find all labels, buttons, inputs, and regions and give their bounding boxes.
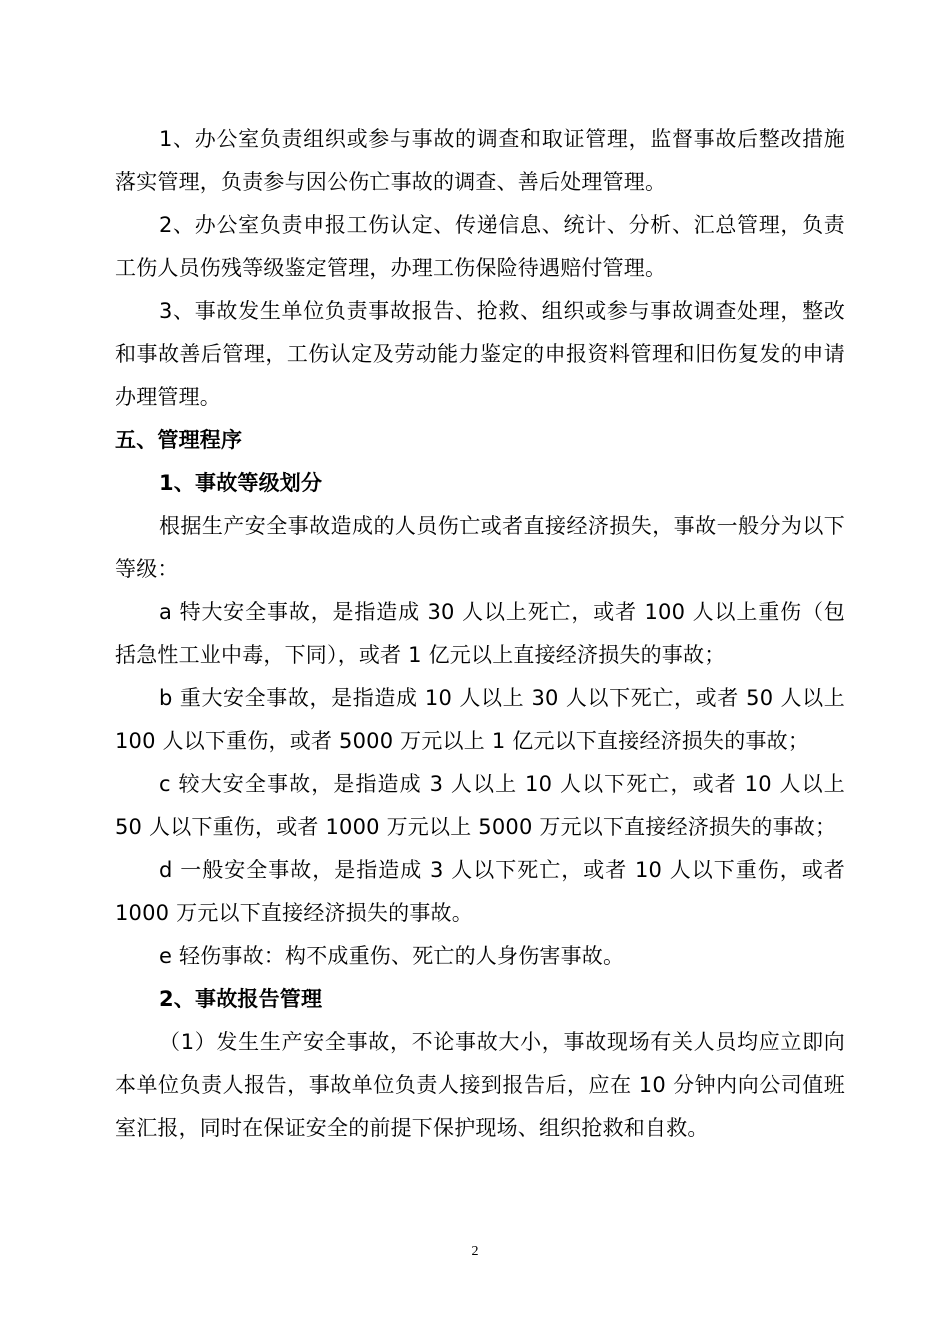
paragraph-reporting-1: （1）发生生产安全事故，不论事故大小，事故现场有关人员均应立即向本单位负责人报告，事故单位负责人接到报告后，应在 10 分钟内向公司值班室汇报，同时在保证安全的前提下保护现场、组织抢救和自救。: [115, 1030, 845, 1140]
paragraph-accident-levels-intro: 根据生产安全事故造成的人员伤亡或者直接经济损失，事故一般分为以下等级：: [115, 514, 845, 581]
paragraph-responsibility-1: 1、办公室负责组织或参与事故的调查和取证管理，监督事故后整改措施落实管理，负责参与因公伤亡事故的调查、善后处理管理。: [115, 127, 845, 194]
paragraph-level-d: d 一般安全事故，是指造成 3 人以下死亡，或者 10 人以下重伤，或者 1000 万元以下直接经济损失的事故。: [115, 858, 845, 925]
paragraph-level-b: b 重大安全事故，是指造成 10 人以上 30 人以下死亡，或者 50 人以上 100 人以下重伤，或者 5000 万元以上 1 亿元以下直接经济损失的事故；: [115, 686, 845, 753]
page-number: 2: [471, 1244, 479, 1259]
subheading-accident-reporting: 2、事故报告管理: [159, 987, 323, 1011]
subheading-accident-levels: 1、事故等级划分: [159, 471, 323, 495]
paragraph-responsibility-2: 2、办公室负责申报工伤认定、传递信息、统计、分析、汇总管理，负责工伤人员伤残等级鉴定管理，办理工伤保险待遇赔付管理。: [115, 213, 845, 280]
document-body: [115, 118, 845, 1150]
paragraph-level-c: c 较大安全事故，是指造成 3 人以上 10 人以下死亡，或者 10 人以上 50 人以下重伤，或者 1000 万元以上 5000 万元以下直接经济损失的事故；: [115, 772, 845, 839]
paragraph-level-e: e 轻伤事故：构不成重伤、死亡的人身伤害事故。: [159, 944, 625, 968]
paragraph-level-a: a 特大安全事故，是指造成 30 人以上死亡，或者 100 人以上重伤（包括急性工业中毒，下同），或者 1 亿元以上直接经济损失的事故；: [115, 600, 845, 667]
paragraph-responsibility-3: 3、事故发生单位负责事故报告、抢救、组织或参与事故调查处理，整改和事故善后管理，工伤认定及劳动能力鉴定的申报资料管理和旧伤复发的申请办理管理。: [115, 299, 845, 409]
section-heading-management-procedure: 五、管理程序: [115, 428, 243, 452]
